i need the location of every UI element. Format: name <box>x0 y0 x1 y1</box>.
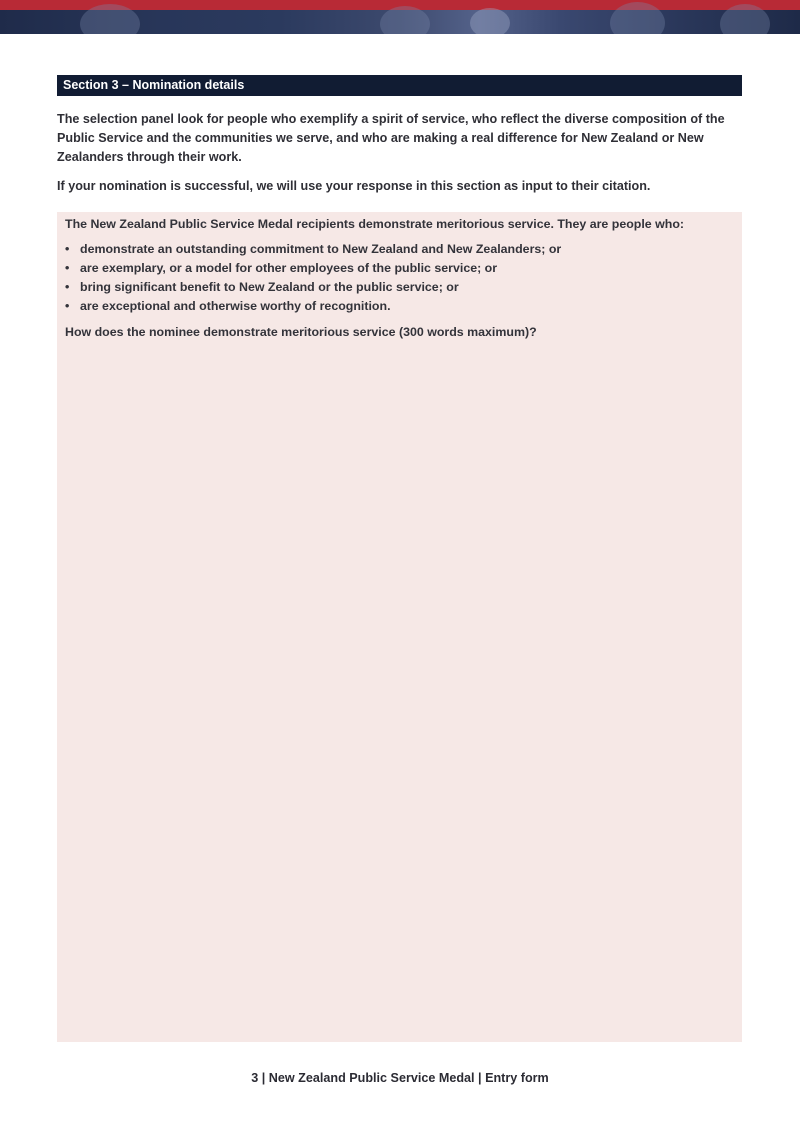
bullet-icon: • <box>65 299 70 313</box>
intro-text <box>57 110 737 206</box>
question-text: How does the nominee demonstrate meritorious service (300 words maximum)? <box>65 325 537 339</box>
criteria-item: • are exceptional and otherwise worthy of recognition. <box>65 297 734 316</box>
header-banner <box>0 0 800 34</box>
criteria-list <box>65 240 734 316</box>
section-heading: Section 3 – Nomination details <box>57 75 742 96</box>
page-footer: 3 | New Zealand Public Service Medal | Entry form <box>251 1071 549 1085</box>
criteria-lead: The New Zealand Public Service Medal recipients demonstrate meritorious service. They are people who: <box>65 217 685 231</box>
response-box <box>57 212 742 1042</box>
intro-paragraph: The selection panel look for people who exemplify a spirit of service, who reflect the diverse composition of the Public Service and the communities we serve, and who are making a real difference for New Zealand or New Zealanders through their work. <box>57 112 725 164</box>
intro-paragraph: If your nomination is successful, we will use your response in this section as input to their citation. <box>57 179 651 193</box>
banner-photo-strip <box>0 10 800 34</box>
bullet-icon: • <box>65 242 70 256</box>
criteria-item: • bring significant benefit to New Zealand or the public service; or <box>65 278 734 297</box>
bullet-icon: • <box>65 280 70 294</box>
criteria-item: • demonstrate an outstanding commitment to New Zealand and New Zealanders; or <box>65 240 734 259</box>
bullet-icon: • <box>65 261 70 275</box>
answer-textarea[interactable] <box>65 347 737 1036</box>
criteria-item: • are exemplary, or a model for other employees of the public service; or <box>65 259 734 278</box>
